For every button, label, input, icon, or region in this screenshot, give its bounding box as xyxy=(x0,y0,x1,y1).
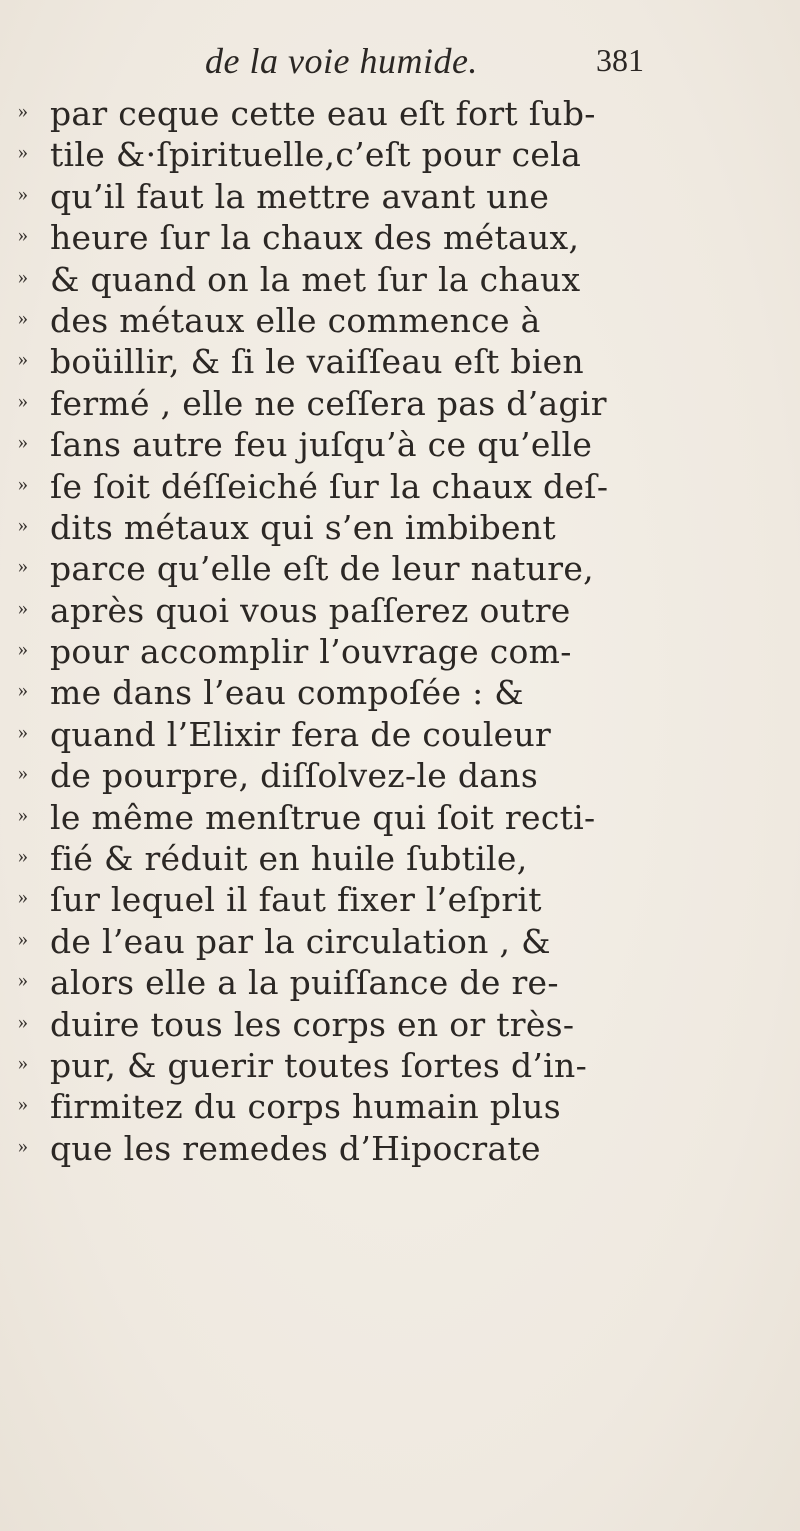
text-line xyxy=(0,797,800,841)
quotation-mark: » xyxy=(18,886,28,909)
line-text: ſur lequel il faut fixer l’eſprit xyxy=(50,880,542,920)
line-text: pur, & guerir toutes ſortes d’in- xyxy=(50,1045,588,1085)
quotation-mark: » xyxy=(18,1093,28,1116)
quotation-mark: » xyxy=(18,1051,28,1074)
quotation-mark: » xyxy=(18,596,28,619)
quotation-mark: » xyxy=(18,1134,28,1157)
quotation-mark: » xyxy=(18,224,28,247)
body-text xyxy=(0,96,800,1172)
text-line xyxy=(0,551,800,592)
line-text: dits métaux qui s’en imbibent xyxy=(50,507,556,547)
line-text: fié & réduit en huile ſubtile, xyxy=(50,839,528,879)
text-line xyxy=(0,1004,800,1048)
text-line xyxy=(0,220,800,261)
line-text: heure ſur la chaux des métaux, xyxy=(50,218,580,258)
line-text: fermé , elle ne ceſſera pas d’agir xyxy=(50,383,607,423)
text-line xyxy=(0,300,800,344)
running-head: de la voie humide. xyxy=(205,41,478,81)
quotation-mark: » xyxy=(18,679,28,702)
line-text: après quoi vous paſſerez outre xyxy=(50,590,571,630)
text-line xyxy=(0,1045,800,1089)
text-line xyxy=(0,841,800,882)
quotation-mark: » xyxy=(18,1010,28,1033)
text-line xyxy=(0,921,800,965)
quotation-mark: » xyxy=(18,182,28,205)
line-text: alors elle a la puiſſance de re- xyxy=(50,963,559,1003)
line-text: me dans l’eau compoſée : & xyxy=(50,673,524,713)
quotation-mark: » xyxy=(18,141,28,164)
line-text: quand l’Elixir fera de couleur xyxy=(50,714,552,754)
text-line xyxy=(0,965,800,1006)
text-line xyxy=(0,507,800,551)
line-text: pour accomplir l’ouvrage com- xyxy=(50,632,572,672)
quotation-mark: » xyxy=(18,969,28,992)
text-line xyxy=(0,259,800,303)
quotation-mark: » xyxy=(18,803,28,826)
line-text: duire tous les corps en or très- xyxy=(50,1004,575,1044)
quotation-mark: » xyxy=(18,389,28,412)
text-line xyxy=(0,1089,800,1130)
line-text: tile &·ſpirituelle,c’eſt pour cela xyxy=(50,135,582,175)
page-number: 381 xyxy=(596,42,644,78)
line-text: qu’il faut la mettre avant une xyxy=(50,176,550,216)
line-text: de pourpre, diſſolvez-le dans xyxy=(50,756,539,796)
quotation-mark: » xyxy=(18,265,28,288)
text-line xyxy=(0,675,800,716)
quotation-mark: » xyxy=(18,431,28,454)
page-header xyxy=(0,40,800,90)
text-line xyxy=(0,96,800,137)
line-text: par ceque cette eau eſt fort ſub- xyxy=(50,94,596,133)
quotation-mark: » xyxy=(18,720,28,743)
line-text: que les remedes d’Hipocrate xyxy=(50,1128,541,1168)
line-text: parce qu’elle eſt de leur nature, xyxy=(50,549,594,589)
quotation-mark: » xyxy=(18,100,28,122)
line-text: ſe ſoit déſſeiché ſur la chaux deſ- xyxy=(50,466,609,506)
line-text: des métaux elle commence à xyxy=(50,300,541,340)
text-line xyxy=(0,466,800,510)
line-text: & quand on la met ſur la chaux xyxy=(50,259,581,299)
text-line xyxy=(0,383,800,427)
text-line xyxy=(0,427,800,468)
quotation-mark: » xyxy=(18,472,28,495)
quotation-mark: » xyxy=(18,927,28,950)
line-text: firmitez du corps humain plus xyxy=(50,1087,561,1127)
text-line xyxy=(0,714,800,758)
text-line xyxy=(0,590,800,634)
text-line xyxy=(0,176,800,220)
line-text: boüillir, & ſi le vaiſſeau eſt bien xyxy=(50,342,584,382)
quotation-mark: » xyxy=(18,638,28,661)
line-text: ſans autre feu juſqu’à ce qu’elle xyxy=(50,425,593,465)
quotation-mark: » xyxy=(18,762,28,785)
quotation-mark: » xyxy=(18,555,28,578)
text-line xyxy=(0,882,800,923)
quotation-mark: » xyxy=(18,306,28,329)
text-line xyxy=(0,344,800,385)
text-line xyxy=(0,634,800,675)
text-line xyxy=(0,1128,800,1172)
line-text: le même menſtrue qui ſoit recti- xyxy=(50,797,596,837)
quotation-mark: » xyxy=(18,845,28,868)
quotation-mark: » xyxy=(18,513,28,536)
line-text: de l’eau par la circulation , & xyxy=(50,921,551,961)
text-line xyxy=(0,758,800,799)
quotation-mark: » xyxy=(18,348,28,371)
text-line xyxy=(0,137,800,178)
